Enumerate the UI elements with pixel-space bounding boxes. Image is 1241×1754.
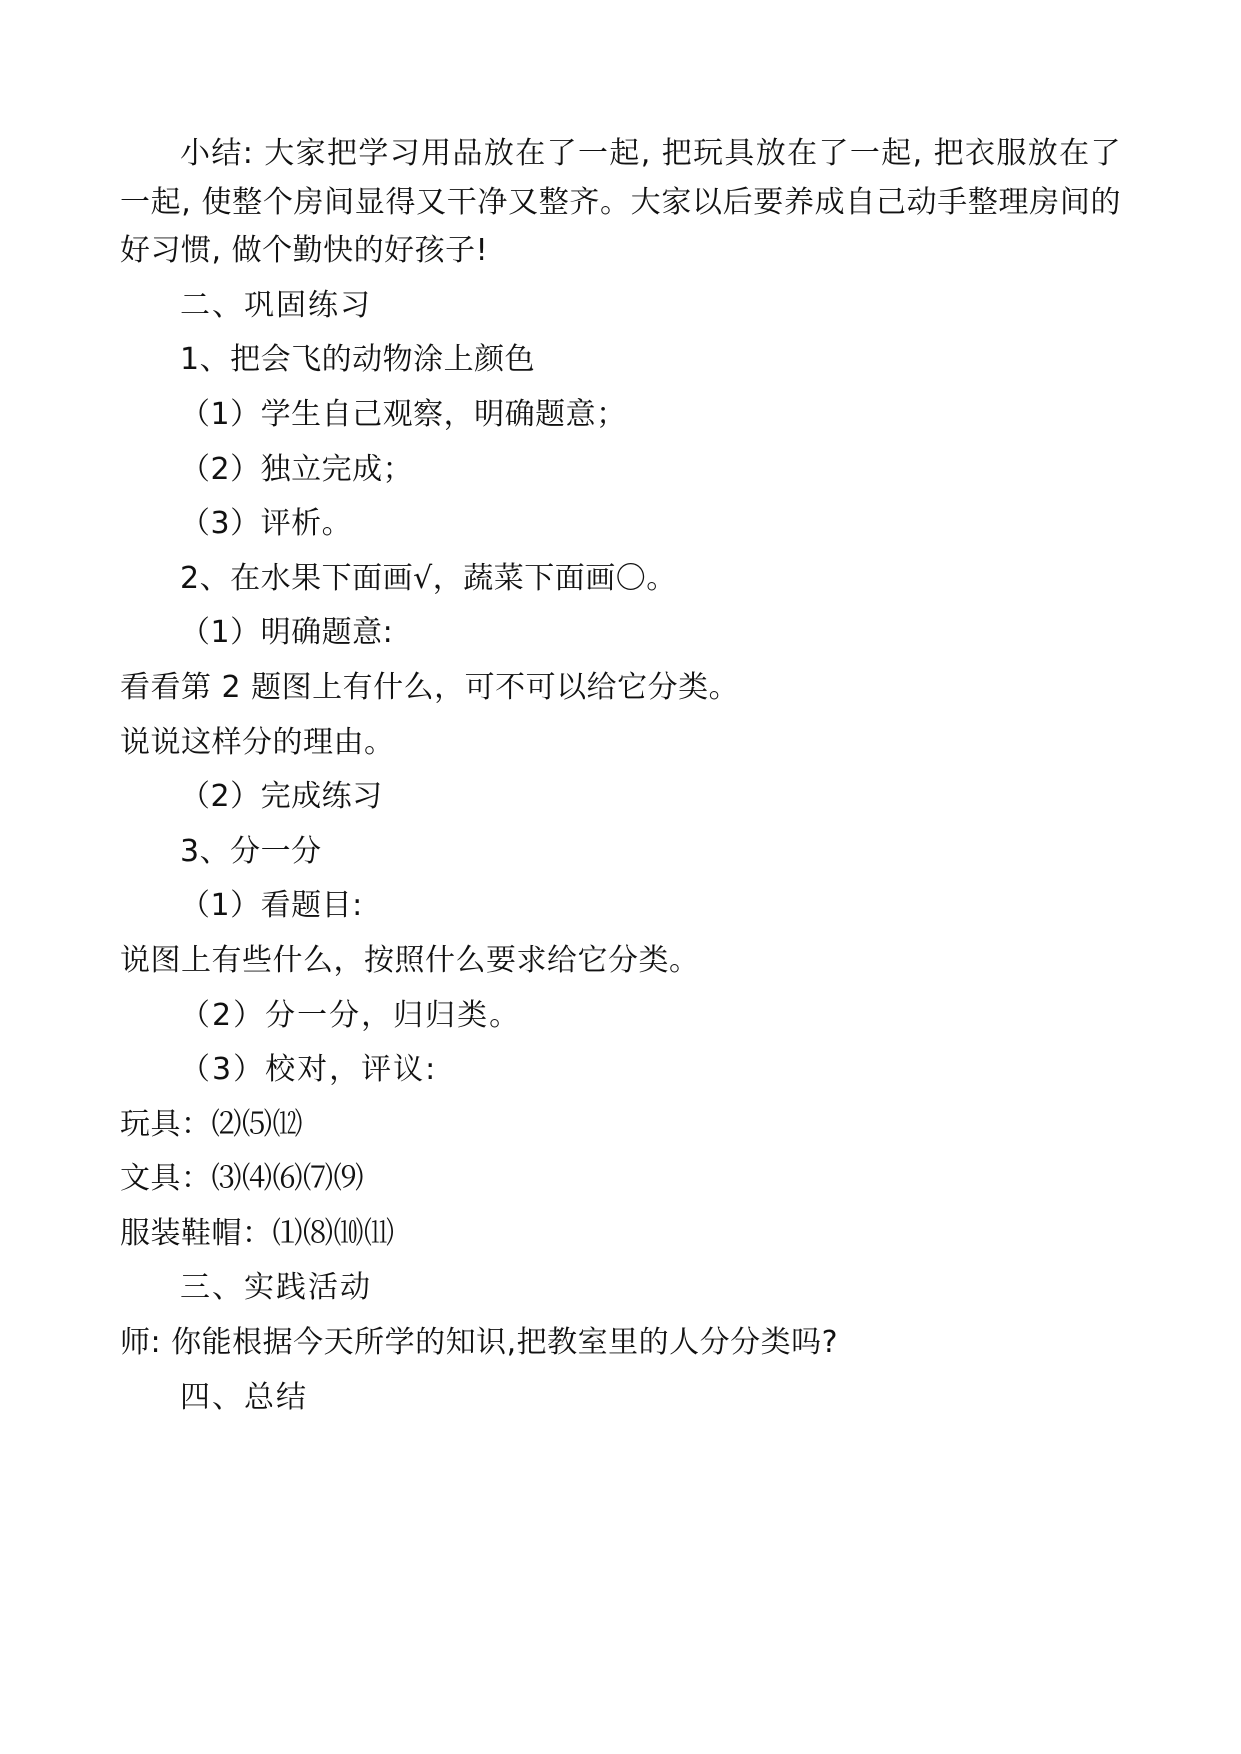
paragraph-summary: 小结: 大家把学习用品放在了一起, 把玩具放在了一起, 把衣服放在了一起, 使整个房间显得又干净又整齐。大家以后要养成自己动手整理房间的好习惯, 做个勤快的好孩子! xyxy=(120,136,1121,269)
paragraph-answer-clothing: 服装鞋帽：⑴⑻⑽⑾ xyxy=(120,1215,395,1251)
heading-section-four: 四、总结 xyxy=(180,1379,308,1415)
heading-section-three: 三、实践活动 xyxy=(180,1270,372,1306)
paragraph-item-2-1: （1）明确题意: xyxy=(180,615,394,651)
paragraph-item-2: 2、在水果下面画√，蔬菜下面画〇。 xyxy=(180,560,677,596)
paragraph-item-1-1: （1）学生自己观察，明确题意； xyxy=(180,396,627,432)
paragraph-item-1: 1、把会飞的动物涂上颜色 xyxy=(180,342,536,378)
heading-section-two: 二、巩固练习 xyxy=(180,287,372,323)
paragraph-item-2-1-detail-a: 看看第 2 题图上有什么，可不可以给它分类。 xyxy=(120,669,740,705)
paragraph-item-3-1-detail: 说图上有些什么，按照什么要求给它分类。 xyxy=(120,942,700,978)
paragraph-answer-stationery: 文具：⑶⑷⑹⑺⑼ xyxy=(120,1161,364,1197)
paragraph-teacher-question: 师: 你能根据今天所学的知识,把教室里的人分分类吗? xyxy=(120,1325,839,1361)
paragraph-answer-toys: 玩具：⑵⑸⑿ xyxy=(120,1106,303,1142)
paragraph-item-1-2: （2）独立完成； xyxy=(180,451,414,487)
paragraph-item-2-1-detail-b: 说说这样分的理由。 xyxy=(120,724,395,760)
paragraph-item-1-3: （3）评析。 xyxy=(180,506,353,542)
paragraph-item-3-3: （3）校对，评议: xyxy=(180,1052,438,1088)
paragraph-item-2-2: （2）完成练习 xyxy=(180,779,383,815)
document-body xyxy=(120,130,1121,1422)
paragraph-item-3: 3、分一分 xyxy=(180,833,322,869)
paragraph-item-3-2: （2）分一分，归归类。 xyxy=(180,997,522,1033)
paragraph-item-3-1: （1）看题目: xyxy=(180,888,363,924)
